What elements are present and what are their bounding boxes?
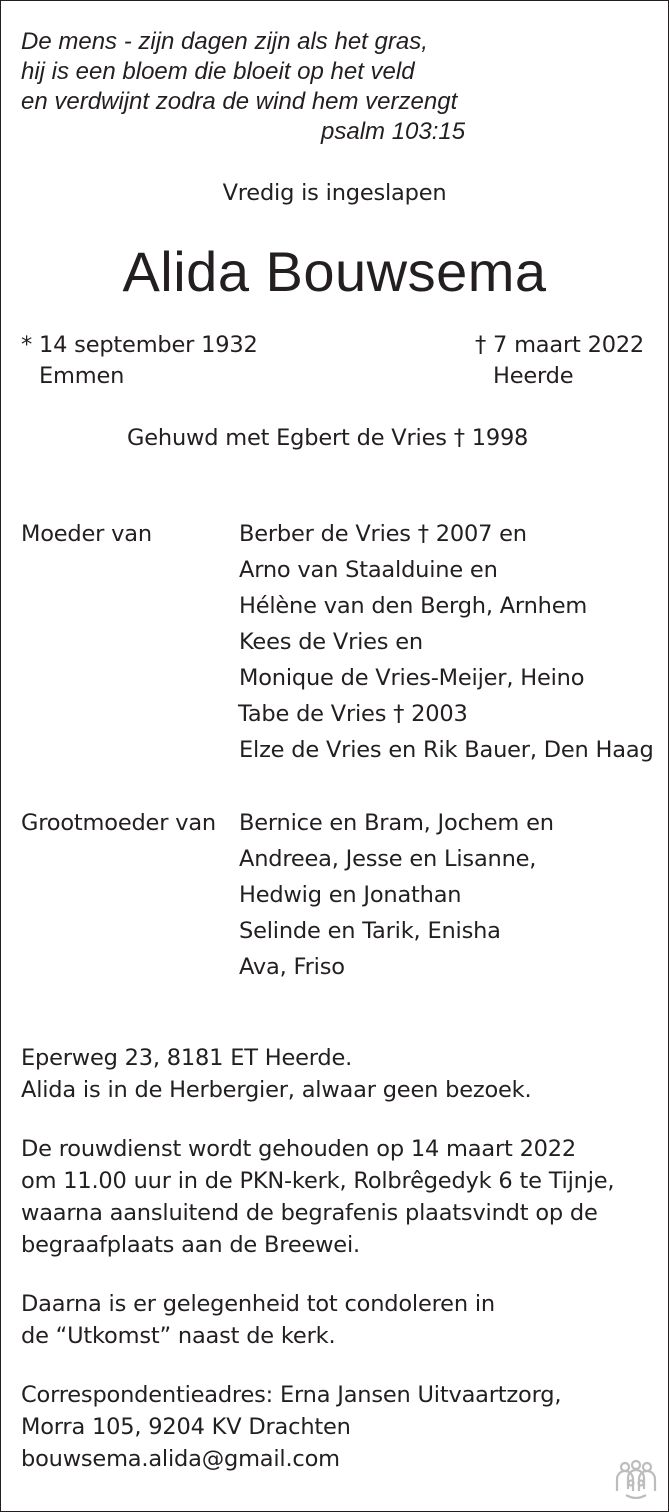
grandchild-name: Selinde en Tarik, Enisha [239, 918, 501, 944]
condolence-line: Daarna is er gelegenheid tot condoleren in [21, 1291, 495, 1317]
child-name: Hélène van den Bergh, Arnhem [239, 593, 588, 619]
grandchild-name: Andreea, Jesse en Lisanne, [239, 846, 537, 872]
verse-line: en verdwijnt zodra de wind hem verzengt [21, 88, 458, 115]
child-name: Monique de Vries-Meijer, Heino [239, 665, 585, 691]
married-text: Gehuwd met Egbert de Vries † 1998 [127, 425, 529, 451]
child-name: Tabe de Vries † 2003 [238, 701, 468, 727]
child-name: Arno van Staalduine en [239, 557, 498, 583]
child-name: Berber de Vries † 2007 en [239, 521, 527, 547]
death-place: Heerde [493, 363, 574, 389]
grandmother-of-label: Grootmoeder van [21, 810, 216, 836]
death-date: † 7 maart 2022 [475, 332, 645, 358]
child-name: Elze de Vries en Rik Bauer, Den Haag [239, 737, 654, 763]
address-line: Eperweg 23, 8181 ET Heerde. [21, 1045, 353, 1071]
correspondence-email: bouwsema.alida@gmail.com [21, 1446, 340, 1472]
mother-of-label: Moeder van [21, 521, 152, 547]
address-line: Alida is in de Herbergier, alwaar geen bezoek. [21, 1077, 532, 1103]
correspondence-line: Correspondentieadres: Erna Jansen Uitvaartzorg, [21, 1382, 562, 1408]
service-line: waarna aansluitend de begrafenis plaatsvindt op de [21, 1200, 598, 1226]
intro-text: Vredig is ingeslapen [222, 180, 447, 206]
birth-date: * 14 september 1932 [21, 332, 258, 358]
verse-line: hij is een bloem die bloeit op het veld [21, 58, 415, 85]
service-line: De rouwdienst wordt gehouden op 14 maart 2022 [21, 1136, 577, 1162]
grandchild-name: Hedwig en Jonathan [239, 882, 462, 908]
service-line: om 11.00 uur in de PKN-kerk, Rolbrêgedyk 6 te Tijnje, [21, 1168, 615, 1194]
service-line: begraafplaats aan de Breewei. [21, 1232, 360, 1258]
correspondence-line: Morra 105, 9204 KV Drachten [21, 1414, 351, 1440]
deceased-name: Alida Bouwsema [122, 240, 547, 303]
family-people-icon [612, 1459, 660, 1499]
verse-line: De mens - zijn dagen zijn als het gras, [21, 28, 428, 55]
birth-place: Emmen [39, 363, 125, 389]
grandchild-name: Ava, Friso [239, 954, 345, 980]
condolence-line: de “Utkomst” naast de kerk. [21, 1323, 336, 1349]
child-name: Kees de Vries en [239, 629, 423, 655]
verse-source: psalm 103:15 [321, 118, 466, 145]
grandchild-name: Bernice en Bram, Jochem en [239, 810, 554, 836]
